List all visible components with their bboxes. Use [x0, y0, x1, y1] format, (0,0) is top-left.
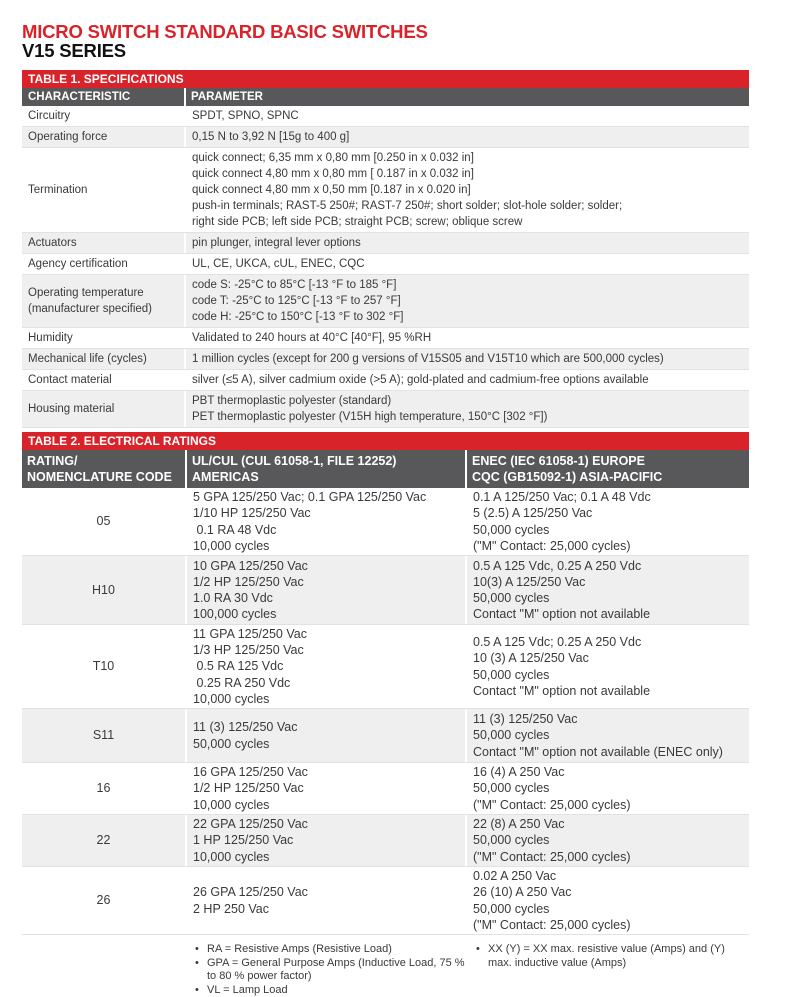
- column-header-rating: [22, 450, 187, 488]
- value-line: PET thermoplastic polyester (V15H high temperature, 150°C [302 °F]): [192, 411, 548, 423]
- row-label: Actuators: [22, 233, 186, 253]
- ul-rating: [187, 625, 467, 708]
- value-line: 50,000 cycles: [473, 833, 550, 848]
- header-line: NOMENCLATURE CODE: [27, 470, 172, 484]
- enec-rating: [467, 556, 749, 624]
- value-line: 10(3) A 125/250 Vac: [473, 574, 586, 589]
- value-line: Contact "M" option not available: [473, 683, 651, 698]
- bullet: •: [195, 956, 199, 969]
- value-line: 50,000 cycles: [193, 736, 270, 751]
- value-line: quick connect 4,80 mm x 0,80 mm [ 0.187 in x 0.032 in]: [192, 168, 474, 180]
- value-line: 50,000 cycles: [473, 522, 550, 537]
- value-line: 5 (2.5) A 125/250 Vac: [473, 506, 593, 521]
- value-line: 0.5 RA 125 Vdc: [193, 659, 284, 674]
- value-line: 0.1 RA 48 Vdc: [193, 522, 277, 537]
- value-line: 11 GPA 125/250 Vac: [193, 626, 307, 641]
- value-line: 16 GPA 125/250 Vac: [193, 765, 308, 780]
- value-line: 10,000 cycles: [193, 691, 270, 706]
- column-header-parameter: PARAMETER: [191, 91, 263, 103]
- value-line: quick connect 4,80 mm x 0,50 mm [0.187 in x 0.020 in]: [192, 184, 471, 196]
- value-line: 0.02 A 250 Vac: [473, 869, 557, 884]
- table-row: [22, 106, 749, 127]
- table-row: [22, 625, 749, 709]
- row-value: [186, 106, 749, 126]
- table-row: [22, 349, 749, 370]
- value-line: 50,000 cycles: [473, 591, 550, 605]
- note-text: VL = Lamp Load: [207, 983, 288, 996]
- row-label: Contact material: [22, 370, 186, 390]
- value-line: 22 (8) A 250 Vac: [473, 817, 565, 832]
- row-label: Humidity: [22, 328, 186, 348]
- note-text: GPA = General Purpose Amps (Inductive Load, 75 % to 80 % power factor): [207, 956, 465, 982]
- value-line: 100,000 cycles: [193, 607, 277, 622]
- rating-code: T10: [22, 625, 187, 708]
- row-value: [186, 391, 749, 427]
- row-value: [186, 254, 749, 274]
- value-line: 2 HP 250 Vac: [193, 901, 269, 916]
- bullet: •: [195, 943, 199, 955]
- electrical-ratings-table: [22, 432, 749, 935]
- row-label: Housing material: [22, 391, 186, 427]
- value-line: 16 (4) A 250 Vac: [473, 765, 565, 780]
- value-line: ("M" Contact: 25,000 cycles): [473, 917, 631, 932]
- value-line: Validated to 240 hours at 40°C [40°F], 95 %RH: [192, 332, 432, 344]
- table-row: [22, 275, 749, 328]
- enec-rating: [467, 709, 749, 762]
- table-row: [22, 709, 749, 763]
- value-line: code H: -25°C to 150°C [-13 °F to 302 °F]: [192, 311, 404, 323]
- ul-rating: [187, 763, 467, 814]
- list-item: [195, 984, 465, 997]
- note-text: RA = Resistive Amps (Resistive Load): [207, 943, 392, 955]
- table-header-row: [22, 450, 749, 488]
- value-line: 5 GPA 125/250 Vac; 0.1 GPA 125/250 Vac: [193, 490, 427, 505]
- column-header-ul-cul: [187, 450, 467, 488]
- value-line: Contact "M" option not available: [473, 607, 651, 622]
- value-line: 10 (3) A 125/250 Vac: [473, 651, 589, 666]
- document-title: MICRO SWITCH STANDARD BASIC SWITCHES: [22, 21, 428, 42]
- rating-code: 22: [22, 815, 187, 866]
- value-line: ("M" Contact: 25,000 cycles): [473, 797, 631, 812]
- value-line: 10,000 cycles: [193, 538, 270, 553]
- table-row: [22, 815, 749, 867]
- enec-rating: [467, 815, 749, 866]
- table-row: [22, 254, 749, 275]
- list-item: [195, 957, 465, 984]
- table-row: [22, 556, 749, 625]
- row-label: Operating force: [22, 127, 186, 147]
- value-line: ("M" Contact: 25,000 cycles): [473, 849, 631, 864]
- rating-code: 26: [22, 867, 187, 934]
- table-row: [22, 488, 749, 556]
- value-line: 26 GPA 125/250 Vac: [193, 885, 308, 900]
- value-line: 50,000 cycles: [473, 901, 550, 916]
- header-line: ENEC (IEC 61058-1) EUROPE: [472, 454, 645, 468]
- row-label: Mechanical life (cycles): [22, 349, 186, 369]
- value-line: PBT thermoplastic polyester (standard): [192, 395, 392, 407]
- row-value: [186, 370, 749, 390]
- header-line: UL/CUL (CUL 61058-1, FILE 12252): [192, 454, 397, 468]
- row-label: Termination: [22, 148, 186, 232]
- list-item: [195, 943, 465, 957]
- value-line: 1 HP 125/250 Vac: [193, 833, 294, 848]
- value-line: 0.5 A 125 Vdc, 0.25 A 250 Vdc: [473, 558, 642, 573]
- note-text: XX (Y) = XX max. resistive value (Amps) and (Y) max. inductive value (Amps): [488, 943, 725, 969]
- header-line: AMERICAS: [192, 470, 259, 484]
- table-row: [22, 391, 749, 428]
- value-line: 0,15 N to 3,92 N [15g to 400 g]: [192, 131, 350, 143]
- ul-rating: [187, 488, 467, 555]
- row-label: Operating temperature (manufacturer specified): [22, 275, 186, 327]
- value-line: 22 GPA 125/250 Vac: [193, 817, 308, 832]
- value-line: right side PCB; left side PCB; straight PCB; screw; oblique screw: [192, 216, 523, 228]
- ul-rating: [187, 556, 467, 624]
- row-value: [186, 328, 749, 348]
- value-line: 50,000 cycles: [473, 781, 550, 796]
- rating-code: S11: [22, 709, 187, 762]
- table-row: [22, 148, 749, 233]
- value-line: pin plunger, integral lever options: [192, 237, 361, 249]
- value-line: UL, CE, UKCA, cUL, ENEC, CQC: [192, 258, 365, 270]
- series-subtitle: V15 SERIES: [22, 40, 126, 61]
- value-line: ("M" Contact: 25,000 cycles): [473, 538, 631, 553]
- value-line: 50,000 cycles: [473, 728, 550, 743]
- value-line: code S: -25°C to 85°C [-13 °F to 185 °F]: [192, 279, 397, 291]
- value-line: SPDT, SPNO, SPNC: [192, 110, 299, 122]
- value-line: 1 million cycles (except for 200 g versions of V15S05 and V15T10 which are 500,000 cycles): [192, 353, 664, 365]
- value-line: 1/3 HP 125/250 Vac: [193, 643, 304, 658]
- rating-code: 16: [22, 763, 187, 814]
- row-value: [186, 233, 749, 253]
- table-title: TABLE 2. ELECTRICAL RATINGS: [22, 432, 749, 450]
- row-value: [186, 349, 749, 369]
- row-value: [186, 275, 749, 327]
- value-line: 11 (3) 125/250 Vac: [473, 712, 578, 727]
- table-row: [22, 370, 749, 391]
- header-line: CQC (GB15092-1) ASIA-PACIFIC: [472, 470, 663, 484]
- row-label: Circuitry: [22, 106, 186, 126]
- rating-code: 05: [22, 488, 187, 555]
- value-line: 11 (3) 125/250 Vac: [193, 720, 298, 735]
- enec-rating: [467, 867, 749, 934]
- row-value: [186, 127, 749, 147]
- row-label: Agency certification: [22, 254, 186, 274]
- table-row: [22, 127, 749, 148]
- table-title: TABLE 1. SPECIFICATIONS: [22, 70, 749, 88]
- value-line: Contact "M" option not available (ENEC only): [473, 744, 723, 759]
- ul-rating: [187, 709, 467, 762]
- value-line: 10,000 cycles: [193, 797, 270, 812]
- value-line: 0.1 A 125/250 Vac; 0.1 A 48 Vdc: [473, 490, 651, 505]
- enec-rating: [467, 488, 749, 555]
- legend-notes-left: [195, 943, 465, 997]
- row-value: [186, 148, 749, 232]
- value-line: 0.25 RA 250 Vdc: [193, 675, 291, 690]
- list-item: [476, 943, 746, 970]
- bullet: •: [195, 983, 199, 996]
- value-line: quick connect; 6,35 mm x 0,80 mm [0.250 in x 0.032 in]: [192, 152, 474, 164]
- value-line: push-in terminals; RAST-5 250#; RAST-7 250#; short solder; slot-hole solder; solder;: [192, 200, 623, 212]
- value-line: 26 (10) A 250 Vac: [473, 885, 572, 900]
- value-line: 1/10 HP 125/250 Vac: [193, 506, 311, 521]
- table-header-row: [22, 88, 749, 106]
- value-line: 10,000 cycles: [193, 849, 270, 864]
- value-line: 10 GPA 125/250 Vac: [193, 558, 308, 573]
- table-row: [22, 763, 749, 815]
- column-header-characteristic: CHARACTERISTIC: [22, 88, 186, 106]
- table-row: [22, 867, 749, 935]
- value-line: code T: -25°C to 125°C [-13 °F to 257 °F]: [192, 295, 401, 307]
- bullet: •: [476, 943, 480, 955]
- value-line: silver (≤5 A), silver cadmium oxide (>5 A); gold-plated and cadmium-free options available: [192, 374, 649, 386]
- value-line: 1/2 HP 125/250 Vac: [193, 574, 304, 589]
- column-header-enec-cqc: [467, 450, 749, 488]
- enec-rating: [467, 763, 749, 814]
- ul-rating: [187, 815, 467, 866]
- legend-notes-right: [476, 943, 746, 970]
- value-line: 50,000 cycles: [473, 667, 550, 682]
- value-line: 1.0 RA 30 Vdc: [193, 591, 273, 605]
- ul-rating: [187, 867, 467, 934]
- table-row: [22, 233, 749, 254]
- value-line: 1/2 HP 125/250 Vac: [193, 781, 304, 796]
- header-line: RATING/: [27, 454, 78, 468]
- table-row: [22, 328, 749, 349]
- rating-code: H10: [22, 556, 187, 624]
- value-line: 0.5 A 125 Vdc; 0.25 A 250 Vdc: [473, 635, 642, 650]
- specifications-table: [22, 70, 749, 428]
- enec-rating: [467, 625, 749, 708]
